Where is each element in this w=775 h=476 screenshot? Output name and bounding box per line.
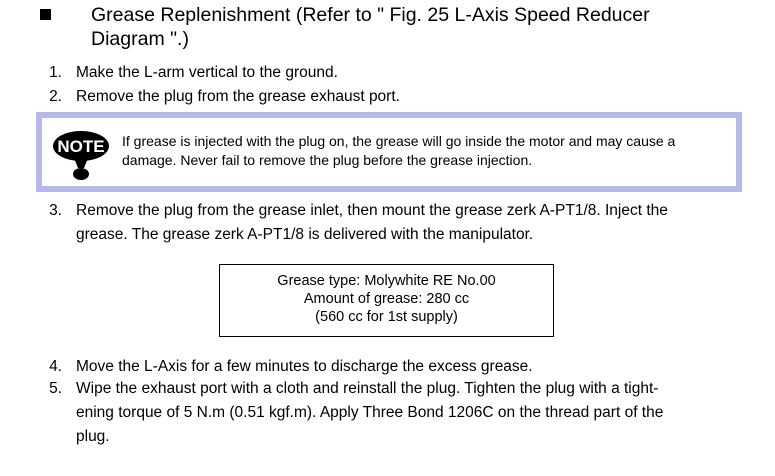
note-text: [122, 132, 730, 170]
step-text: [76, 86, 721, 108]
first-supply-amount: (560 cc for 1st supply): [315, 309, 458, 325]
step-text: [76, 62, 721, 84]
step-line: Remove the plug from the grease exhaust port.: [76, 88, 400, 105]
heading-line-2: Diagram ".): [91, 28, 189, 50]
note-icon-label: NOTE: [57, 137, 105, 156]
grease-type: Grease type: Molywhite RE No.00: [277, 273, 496, 289]
step-number: 2.: [49, 88, 62, 105]
step-text: [76, 356, 721, 378]
step-line: Move the L-Axis for a few minutes to discharge the excess grease.: [76, 358, 533, 375]
note-line-1: If grease is injected with the plug on, the grease will go inside the motor and may cause a: [122, 133, 676, 149]
note-icon: [52, 130, 110, 182]
step-line: plug.: [76, 428, 110, 445]
step-text: [76, 200, 721, 246]
step-number: 4.: [49, 358, 62, 375]
step-line: Make the L-arm vertical to the ground.: [76, 64, 338, 81]
section-heading: [91, 3, 761, 51]
note-line-2: damage. Never fail to remove the plug before the grease injection.: [122, 152, 533, 168]
note-box: [36, 112, 742, 192]
grease-spec-box: [219, 264, 554, 337]
step-line: Remove the plug from the grease inlet, then mount the grease zerk A-PT1/8. Inject the: [76, 202, 668, 219]
step-number: 3.: [49, 202, 62, 219]
step-text: [76, 378, 721, 448]
section-bullet: [40, 9, 51, 20]
grease-amount: Amount of grease: 280 cc: [303, 291, 470, 307]
heading-line-1: Grease Replenishment (Refer to " Fig. 25 L-Axis Speed Reducer: [91, 4, 650, 26]
step-line: Wipe the exhaust port with a cloth and reinstall the plug. Tighten the plug with a tight-: [76, 380, 659, 397]
step-number: 1.: [49, 64, 62, 81]
step-line: ening torque of 5 N.m (0.51 kgf.m). Apply Three Bond 1206C on the thread part of the: [76, 404, 664, 421]
step-number: 5.: [49, 380, 62, 397]
step-line: grease. The grease zerk A-PT1/8 is delivered with the manipulator.: [76, 226, 534, 243]
